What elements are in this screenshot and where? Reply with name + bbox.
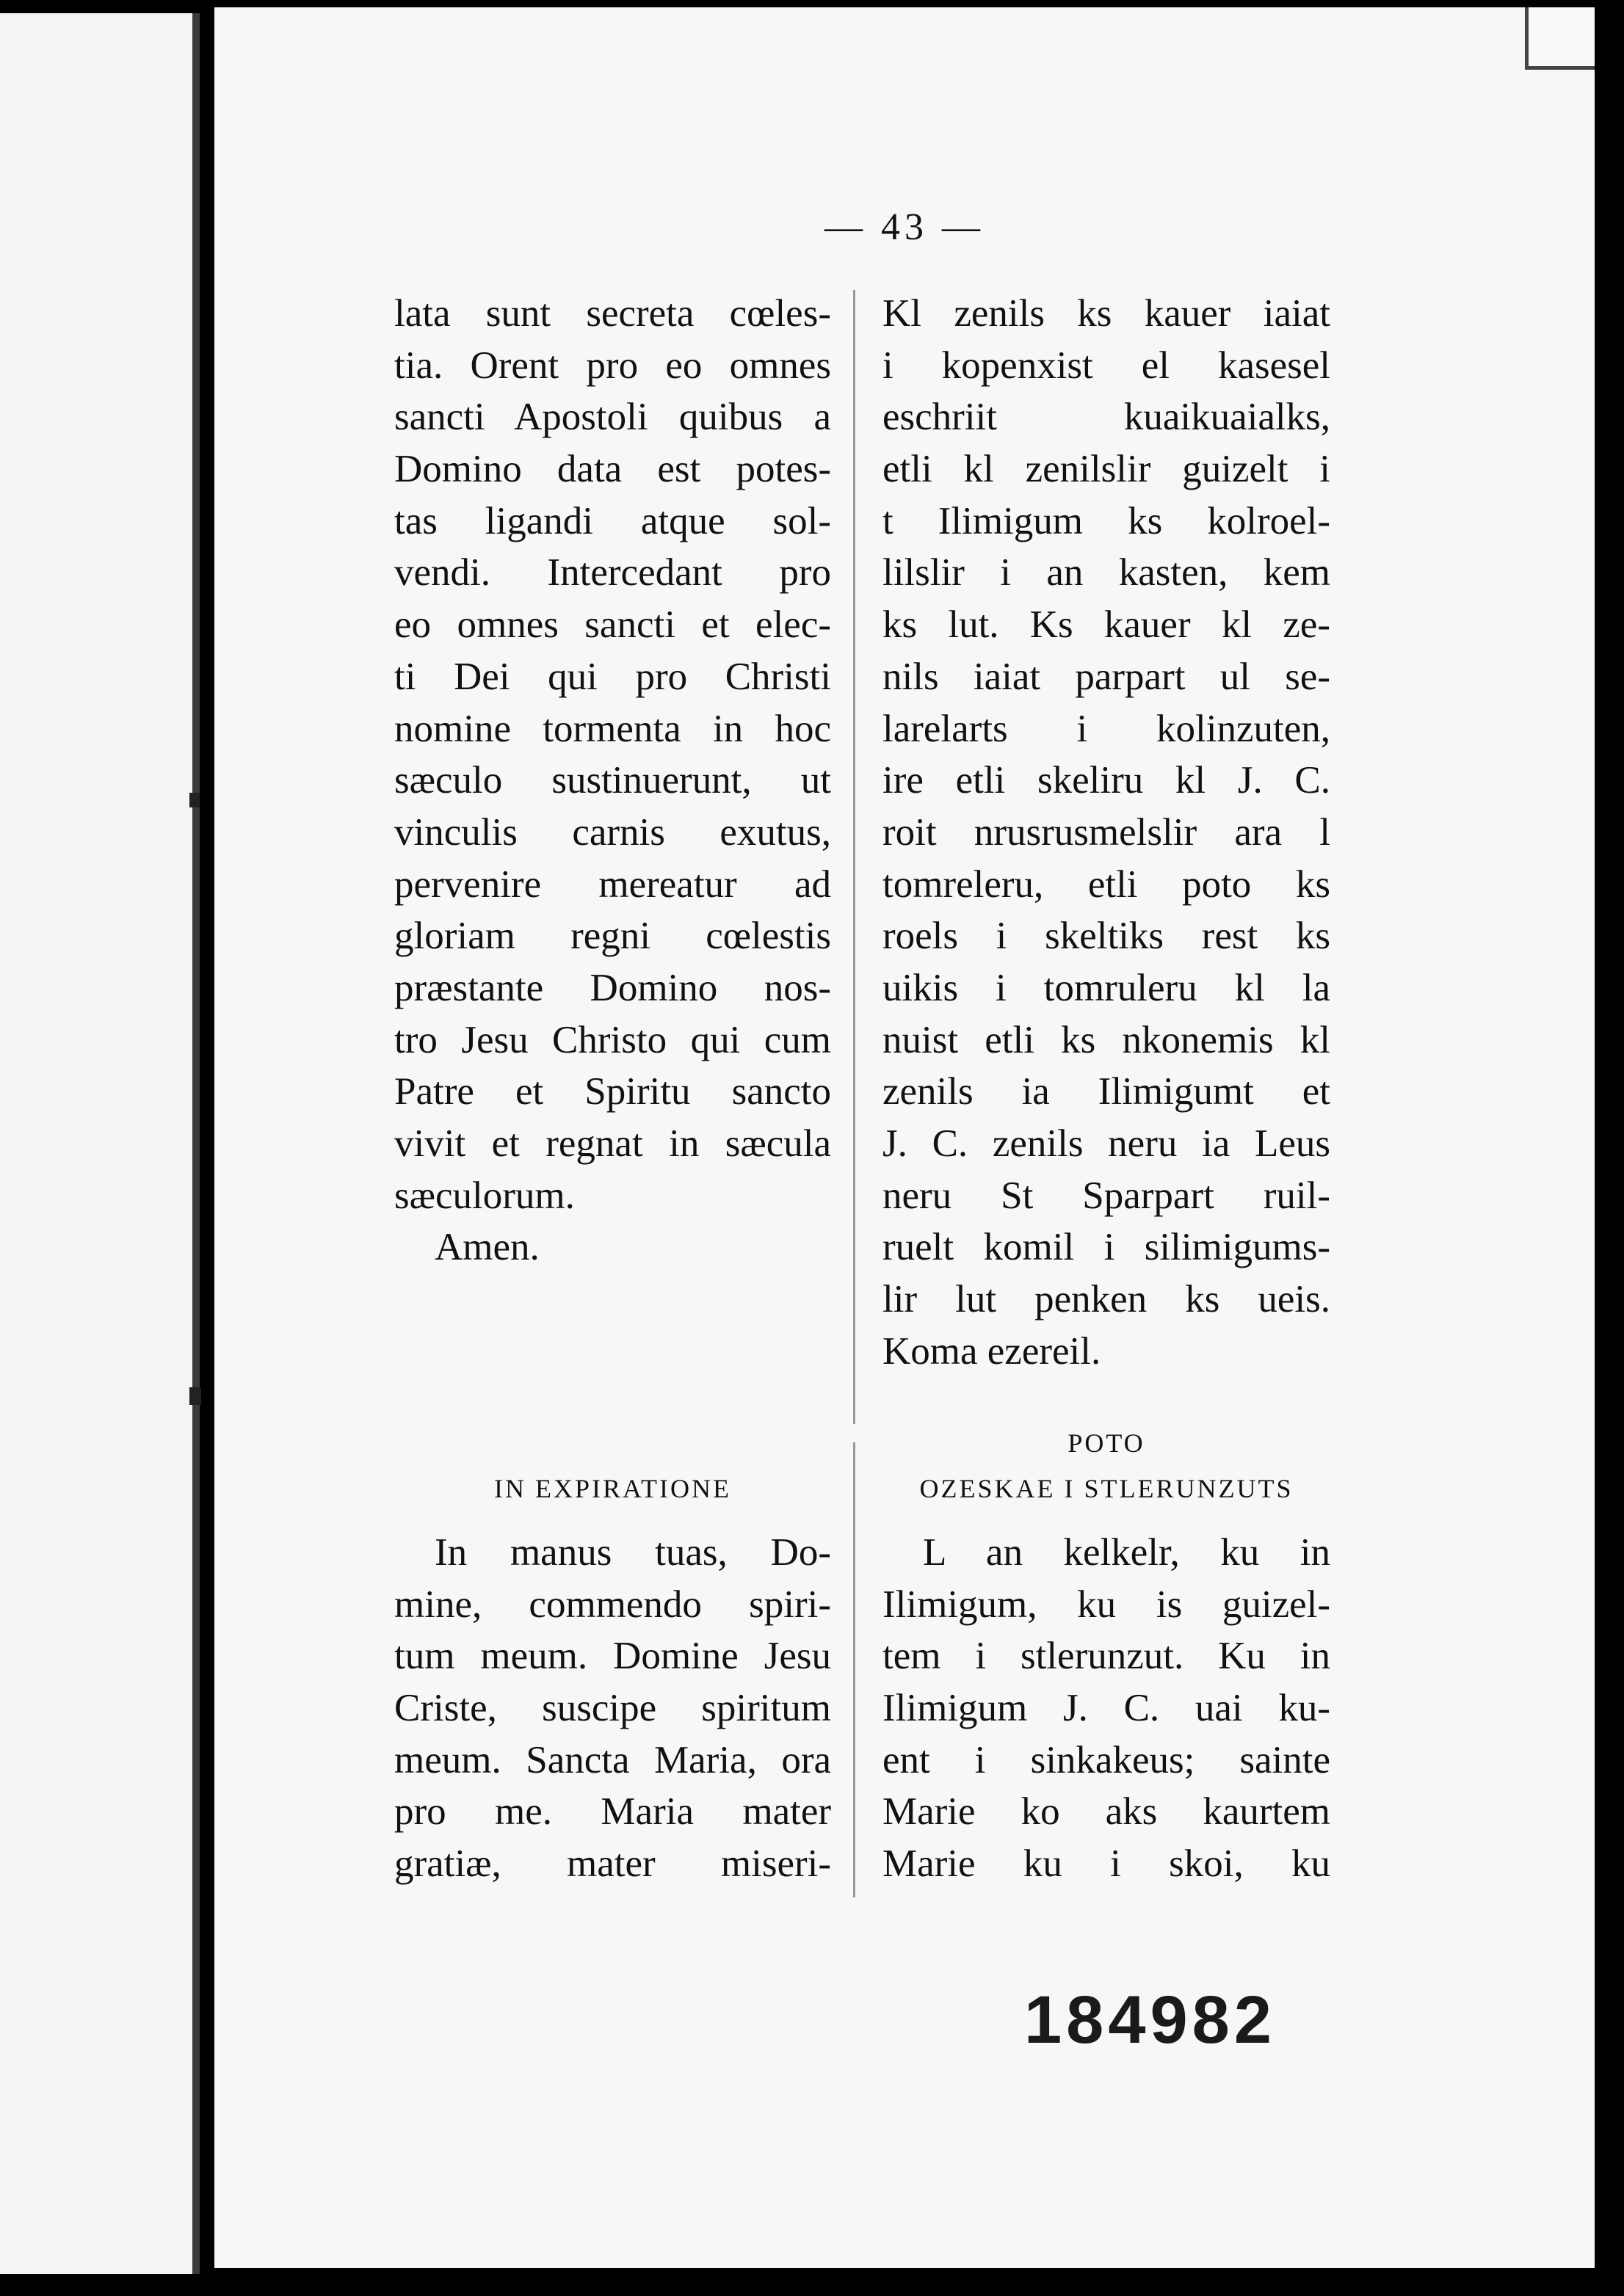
text-line: In manus tuas, Do- xyxy=(435,1531,831,1574)
text-line: pro me. Maria mater xyxy=(394,1790,831,1834)
text-line: ti Dei qui pro Christi xyxy=(394,655,831,698)
text-line: Ilimigum J. C. uai ku- xyxy=(882,1687,1330,1730)
text-line: t Ilimigum ks kolroel- xyxy=(882,499,1330,542)
text-line: meum. Sancta Maria, ora xyxy=(394,1738,831,1781)
text-line: lata sunt secreta cœles- xyxy=(394,292,831,335)
text-line: tem i stlerunzut. Ku in xyxy=(882,1635,1330,1678)
text-line: zenils ia Ilimigumt et xyxy=(882,1070,1330,1114)
text-line: Criste, suscipe spiritum xyxy=(394,1687,831,1730)
text-line: præstante Domino nos- xyxy=(394,966,831,1009)
text-line: roit nrusrusmelslir ara l xyxy=(882,810,1330,854)
text-line: eschriit kuaikuaialks, xyxy=(882,396,1330,439)
text-line: gratiæ, mater miseri- xyxy=(394,1842,831,1886)
text-line: tomreleru, etli poto ks xyxy=(882,862,1330,906)
text-line: lir lut penken ks ueis. xyxy=(882,1278,1330,1321)
text-line: larelarts i kolinzuten, xyxy=(882,707,1330,750)
text-line: Ilimigum, ku is guizel- xyxy=(882,1583,1330,1626)
column-divider xyxy=(853,1442,855,1897)
text-line: eo omnes sancti et elec- xyxy=(394,603,831,647)
text-line: tro Jesu Christo qui cum xyxy=(394,1018,831,1061)
native-text-block-1 xyxy=(882,288,1330,1377)
text-line: Domino data est potes- xyxy=(394,448,831,491)
text-line: ruelt komil i silimigums- xyxy=(882,1226,1330,1269)
text-line: tia. Orent pro eo omnes xyxy=(394,344,831,387)
text-line: pervenire mereatur ad xyxy=(394,862,831,906)
stamp-number: 184982 xyxy=(1024,1983,1276,2057)
column-divider xyxy=(853,290,855,1424)
amen-line: Amen. xyxy=(435,1226,540,1269)
text-line: Kl zenils ks kauer iaiat xyxy=(882,292,1330,335)
text-line: nuist etli ks nkonemis kl xyxy=(882,1018,1330,1061)
text-line: nils iaiat parpart ul se- xyxy=(882,655,1330,698)
text-line: Patre et Spiritu sancto xyxy=(394,1070,831,1114)
section-heading-native-1: POTO xyxy=(1067,1428,1145,1458)
native-text-block-2 xyxy=(882,1527,1330,1890)
text-line: lilslir i an kasten, kem xyxy=(882,551,1330,595)
book-page xyxy=(214,7,1595,2268)
folded-corner xyxy=(1525,7,1595,70)
latin-text-block-1 xyxy=(394,288,831,1274)
section-heading-native-2: OZESKAE I STLERUNZUTS xyxy=(919,1474,1294,1503)
text-line: ire etli skeliru kl J. C. xyxy=(882,759,1330,802)
binding-mark xyxy=(189,793,200,807)
text-line: J. C. zenils neru ia Leus xyxy=(882,1122,1330,1165)
text-line: uikis i tomruleru kl la xyxy=(882,966,1330,1009)
text-line: ent i sinkakeus; sainte xyxy=(882,1738,1330,1781)
text-line: ks lut. Ks kauer kl ze- xyxy=(882,603,1330,647)
text-line: sæculo sustinuerunt, ut xyxy=(394,759,831,802)
binding-mark xyxy=(189,1387,201,1405)
page-number: — 43 — xyxy=(824,206,985,248)
text-line: sæculorum. xyxy=(394,1174,575,1217)
text-line: L an kelkelr, ku in xyxy=(923,1531,1330,1574)
text-line: vendi. Intercedant pro xyxy=(394,551,831,595)
text-line: vinculis carnis exutus, xyxy=(394,810,831,854)
section-heading-latin: IN EXPIRATIONE xyxy=(494,1474,731,1503)
text-line: roels i skeltiks rest ks xyxy=(882,915,1330,958)
text-line: neru St Sparpart ruil- xyxy=(882,1174,1330,1217)
text-line: sancti Apostoli quibus a xyxy=(394,396,831,439)
text-line: vivit et regnat in sæcula xyxy=(394,1122,831,1165)
text-line: Marie ko aks kaurtem xyxy=(882,1790,1330,1834)
text-line: Koma ezereil. xyxy=(882,1329,1101,1373)
text-line: tum meum. Domine Jesu xyxy=(394,1635,831,1678)
latin-text-block-2 xyxy=(394,1527,831,1890)
facing-page-edge xyxy=(0,13,200,2274)
text-line: mine, commendo spiri- xyxy=(394,1583,831,1626)
text-line: i kopenxist el kasesel xyxy=(882,344,1330,387)
text-line: tas ligandi atque sol- xyxy=(394,499,831,542)
text-line: etli kl zenilslir guizelt i xyxy=(882,448,1330,491)
text-line: gloriam regni cœlestis xyxy=(394,915,831,958)
text-line: nomine tormenta in hoc xyxy=(394,707,831,750)
text-line: Marie ku i skoi, ku xyxy=(882,1842,1330,1886)
